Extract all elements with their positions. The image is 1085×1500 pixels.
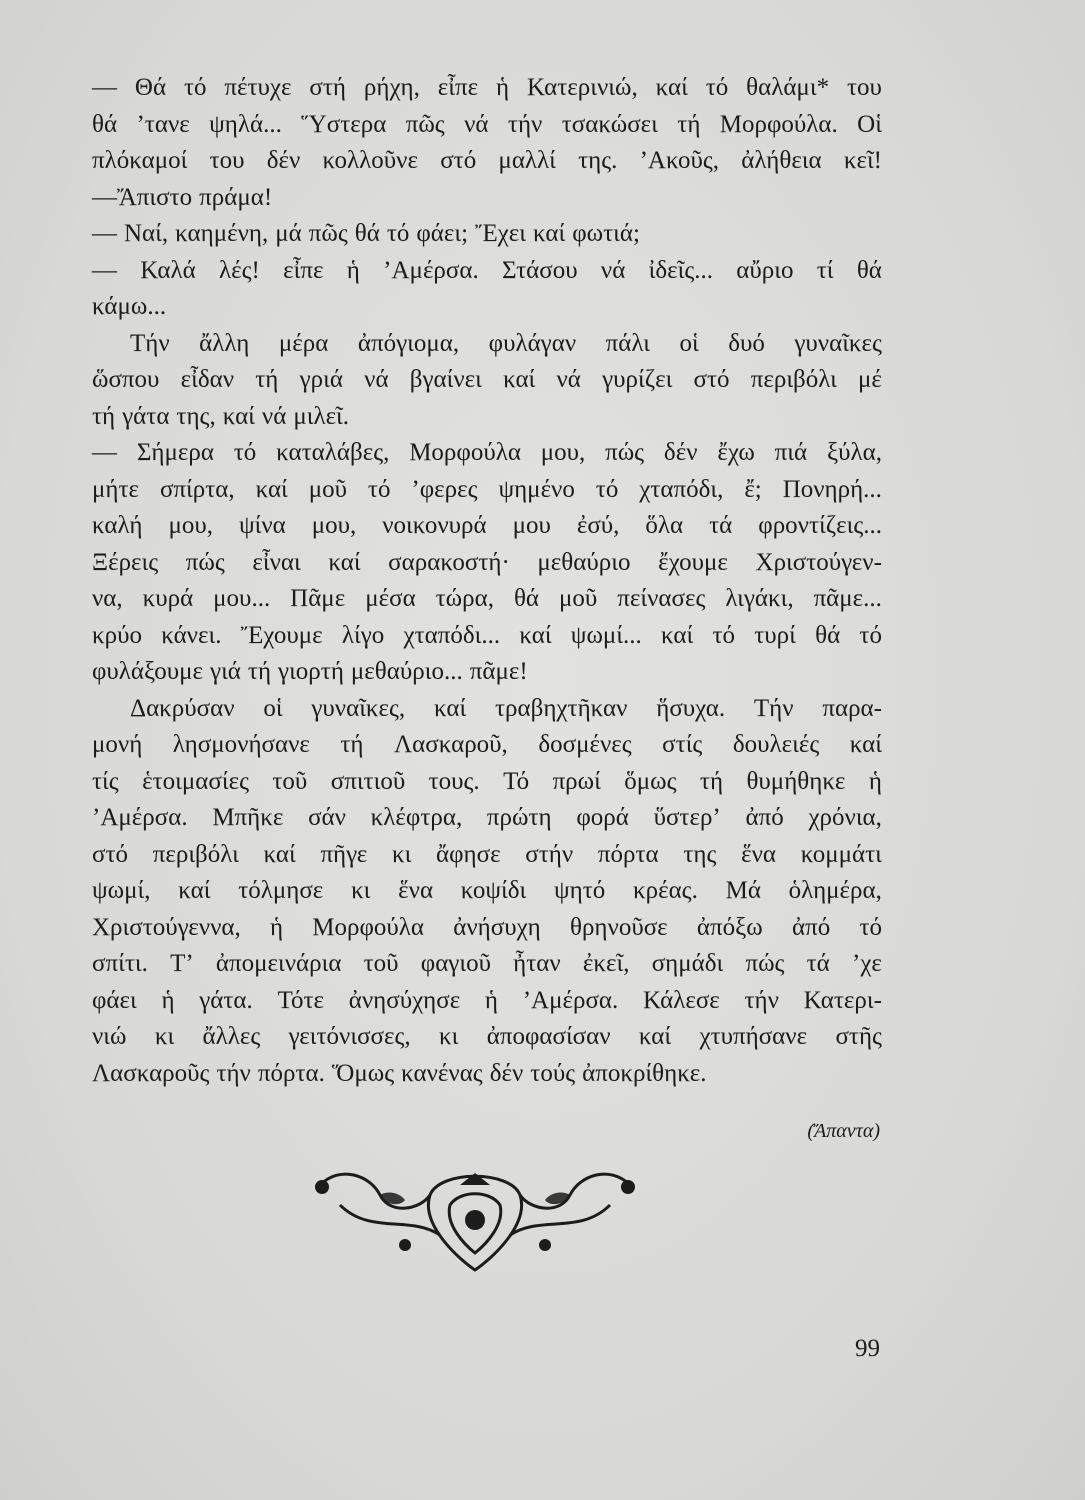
text-line: ’Αμέρσα. Μπῆκε σάν κλέφτρα, πρώτη φορά ὕστερ’ ἀπό χρόνια, <box>92 804 882 831</box>
text-line: στό περιβόλι καί πῆγε κι ἄφησε στήν πόρτα της ἕνα κομμάτι <box>92 840 882 868</box>
text-line: Λασκαροῦς τήν πόρτα. Ὅμως κανένας δέν τούς ἀποκρίθηκε. <box>92 1059 707 1087</box>
text-line: κρύο κάνει. Ἔχουμε λίγο χταπόδι... καί ψωμί... καί τό τυρί θά τό <box>92 621 882 649</box>
text-line: — Καλά λές! εἶπε ἡ ’Αμέρσα. Στάσου νά ἰδεῖς... αὔριο τί θά <box>92 256 882 284</box>
text-line: Χριστούγεννα, ἡ Μορφούλα ἀνήσυχη θρηνοῦσε ἀπόξω ἀπό τό <box>92 913 882 941</box>
text-line: καλή μου, ψίνα μου, νοικονυρά μου ἐσύ, ὅλα τά φροντίζεις... <box>92 512 882 539</box>
text-line: — Θά τό πέτυχε στή ρήχη, εἶπε ἡ Κατερινιώ, καί τό θαλάμι* του <box>92 74 882 101</box>
text-line: σπίτι. Τ’ ἀπομεινάρια τοῦ φαγιοῦ ἦταν ἐκεῖ, σημάδι πώς τά ’χε <box>92 950 882 977</box>
text-line: ψωμί, καί τόλμησε κι ἕνα κοψίδι ψητό κρέας. Μά ὁλημέρα, <box>92 877 882 904</box>
text-line: τίς ἑτοιμασίες τοῦ σπιτιοῦ τους. Τό πρωί ὅμως τή θυμήθηκε ἡ <box>92 767 882 795</box>
text-line: — Σήμερα τό καταλάβες, Μορφούλα μου, πώς δέν ἔχω πιά ξύλα, <box>92 439 882 466</box>
text-line: τή γάτα της, καί νά μιλεῖ. <box>92 402 350 430</box>
story-text <box>92 70 882 1092</box>
decorative-ornament-icon <box>310 1165 640 1275</box>
text-line: Δακρύσαν οἱ γυναῖκες, καί τραβηχτῆκαν ἥσυχα. Τήν παρα- <box>130 694 882 722</box>
text-line: Ξέρεις πώς εἶναι καί σαρακοστή· μεθαύριο ἔχουμε Χριστούγεν- <box>92 548 882 576</box>
text-line: θά ’τανε ψηλά... Ὕστερα πῶς νά τήν τσακώσει τή Μορφούλα. Οἱ <box>92 110 882 138</box>
text-line: να, κυρά μου... Πᾶμε μέσα τώρα, θά μοῦ πείνασες λιγάκι, πᾶμε... <box>92 585 882 612</box>
text-line: —Ἄπιστο πράμα! <box>92 183 273 211</box>
text-line: — Ναί, καημένη, μά πῶς θά τό φάει; Ἔχει καί φωτιά; <box>92 220 640 247</box>
text-line: κάμω... <box>92 293 167 320</box>
source-citation: (Ἄπαντα) <box>807 1120 880 1142</box>
text-line: ὥσπου εἶδαν τή γριά νά βγαίνει καί νά γυρίζει στό περιβόλι μέ <box>92 366 882 393</box>
text-line: μονή λησμονήσανε τή Λασκαροῦ, δοσμένες στίς δουλειές καί <box>92 731 882 758</box>
text-line: μήτε σπίρτα, καί μοῦ τό ’φερες ψημένο τό χταπόδι, ἔ; Πονηρή... <box>92 475 882 503</box>
text-line: νιώ κι ἄλλες γειτόνισσες, κι ἀποφασίσαν καί χτυπήσανε στῆς <box>92 1023 882 1050</box>
text-line: φυλάξουμε γιά τή γιορτή μεθαύριο... πᾶμε! <box>92 658 528 685</box>
text-line: φάει ἡ γάτα. Τότε ἀνησύχησε ἡ ’Αμέρσα. Κάλεσε τήν Κατερι- <box>92 986 882 1014</box>
text-line: Τήν ἄλλη μέρα ἀπόγιομα, φυλάγαν πάλι οἱ δυό γυναῖκες <box>130 329 882 357</box>
page-number: 99 <box>855 1335 880 1362</box>
text-line: πλόκαμοί του δέν κολλοῦνε στό μαλλί της. ’Ακοῦς, ἀλήθεια κεῖ! <box>92 147 882 174</box>
